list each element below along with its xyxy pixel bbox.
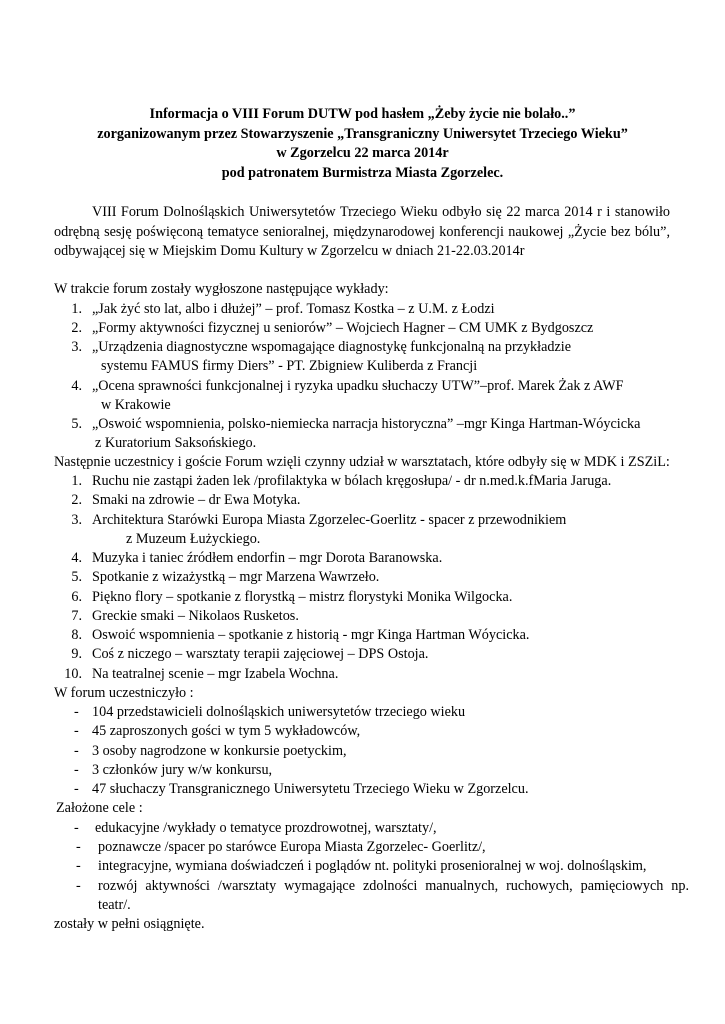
list-item-number: 3. [71,339,82,355]
participant-item-text: 3 członków jury w/w konkursu, [92,762,273,778]
list-item-number: 10. [64,666,82,682]
goal-item-continuation: teatr/. [98,897,131,913]
lectures-heading: W trakcie forum zostały wygłoszone następujące wykłady: [54,281,389,297]
workshop-item-text: Spotkanie z wizażystką – mgr Marzena Wawrzeło. [92,569,380,585]
list-dash: - [76,858,81,874]
list-item-number: 1. [71,473,82,489]
list-item-number: 4. [71,550,82,566]
workshop-item-text: Ruchu nie zastąpi żaden lek /profilaktyka w bólach kręgosłupa/ - dr n.med.k.fMaria Jaruga. [92,473,612,489]
list-item-number: 7. [71,608,82,624]
goals-heading: Założone cele : [56,800,143,816]
list-item-number: 9. [71,646,82,662]
workshop-item-text: Na teatralnej scenie – mgr Izabela Wochna. [92,666,339,682]
lecture-item-text: „Formy aktywności fizycznej u seniorów” – Wojciech Hagner – CM UMK z Bydgoszcz [92,320,594,336]
participant-item-text: 3 osoby nagrodzone w konkursie poetyckim, [92,743,347,759]
list-item-number: 5. [71,416,82,432]
workshop-item-text: Muzyka i taniec źródłem endorfin – mgr Dorota Baranowska. [92,550,443,566]
lecture-item-text: „Ocena sprawności funkcjonalnej i ryzyka upadku słuchaczy UTW”–prof. Marek Żak z AWF [92,378,624,394]
workshop-item-text: Architektura Starówki Europa Miasta Zgorzelec-Goerlitz - spacer z przewodnikiem [92,512,567,528]
list-item-number: 5. [71,569,82,585]
list-item-number: 1. [71,301,82,317]
intro-line-3: odbywającej się w Miejskim Domu Kultury w Zgorzelcu w dniach 21-22.03.2014r [54,243,525,259]
intro-line-2: odrębną sesję poświęconą tematyce senioralnej, międzynarodowej konferencji naukowej „Życie bez bólu”, [54,224,670,240]
goal-item-text: integracyjne, wymiana doświadczeń i poglądów nt. polityki prosenioralnej w woj. dolnośląskim, [98,858,647,874]
lecture-item-continuation: z Kuratorium Saksońskiego. [95,435,257,451]
lecture-item-continuation: systemu FAMUS firmy Diers” - PT. Zbigniew Kuliberda z Francji [101,358,478,374]
list-dash: - [74,743,79,759]
list-dash: - [74,762,79,778]
lecture-item-text: „Oswoić wspomnienia, polsko-niemiecka narracja historyczna” –mgr Kinga Hartman-Wóycicka [92,416,641,432]
participant-item-text: 45 zaproszonych gości w tym 5 wykładowców, [92,723,361,739]
goal-item-text: rozwój aktywności /warsztaty wymagające zdolności manualnych, ruchowych, pamięciowych np. [98,878,689,894]
workshop-item-text: Coś z niczego – warsztaty terapii zajęciowej – DPS Ostoja. [92,646,429,662]
lecture-item-text: „Urządzenia diagnostyczne wspomagające diagnostykę funkcjonalną na przykładzie [92,339,572,355]
list-item-number: 4. [71,378,82,394]
list-item-number: 3. [71,512,82,528]
list-dash: - [74,781,79,797]
list-dash: - [74,820,79,836]
participants-heading: W forum uczestniczyło : [54,685,194,701]
list-dash: - [76,878,81,894]
participant-item-text: 104 przedstawicieli dolnośląskich uniwersytetów trzeciego wieku [92,704,466,720]
document-title [60,105,665,183]
goals-closing: zostały w pełni osiągnięte. [54,916,205,932]
list-item-number: 2. [71,320,82,336]
workshop-item-continuation: z Muzeum Łużyckiego. [126,531,261,547]
list-item-number: 6. [71,589,82,605]
intro-line-1: VIII Forum Dolnośląskich Uniwersytetów Trzeciego Wieku odbyło się 22 marca 2014 r i stanowiło [92,204,670,220]
lecture-item-continuation: w Krakowie [101,397,171,413]
list-item-number: 2. [71,492,82,508]
lecture-item-text: „Jak żyć sto lat, albo i dłużej” – prof. Tomasz Kostka – z U.M. z Łodzi [92,301,495,317]
title-line-4: pod patronatem Burmistrza Miasta Zgorzelec. [221,164,504,181]
title-line-1: Informacja o VIII Forum DUTW pod hasłem „Żeby życie nie bolało..” [149,106,576,122]
workshop-item-text: Oswoić wspomnienia – spotkanie z historią - mgr Kinga Hartman Wóycicka. [92,627,530,643]
participant-item-text: 47 słuchaczy Transgranicznego Uniwersytetu Trzeciego Wieku w Zgorzelcu. [92,781,529,797]
title-line-3: w Zgorzelcu 22 marca 2014r [276,145,449,161]
workshops-heading: Następnie uczestnicy i goście Forum wzięli czynny udział w warsztatach, które odbyły się w MDK i ZSZiL: [54,454,670,470]
list-dash: - [74,723,79,739]
workshop-item-text: Greckie smaki – Nikolaos Rusketos. [92,608,299,624]
list-dash: - [74,704,79,720]
goal-item-text: poznawcze /spacer po starówce Europa Miasta Zgorzelec- Goerlitz/, [98,839,486,855]
goal-item-text: edukacyjne /wykłady o tematyce prozdrowotnej, warsztaty/, [95,820,437,836]
title-line-2: zorganizowanym przez Stowarzyszenie „Transgraniczny Uniwersytet Trzeciego Wieku” [97,125,628,142]
workshop-item-text: Smaki na zdrowie – dr Ewa Motyka. [92,492,301,508]
list-dash: - [76,839,81,855]
list-item-number: 8. [71,627,82,643]
workshop-item-text: Piękno flory – spotkanie z florystką – mistrz florystyki Monika Wilgocka. [92,589,513,605]
